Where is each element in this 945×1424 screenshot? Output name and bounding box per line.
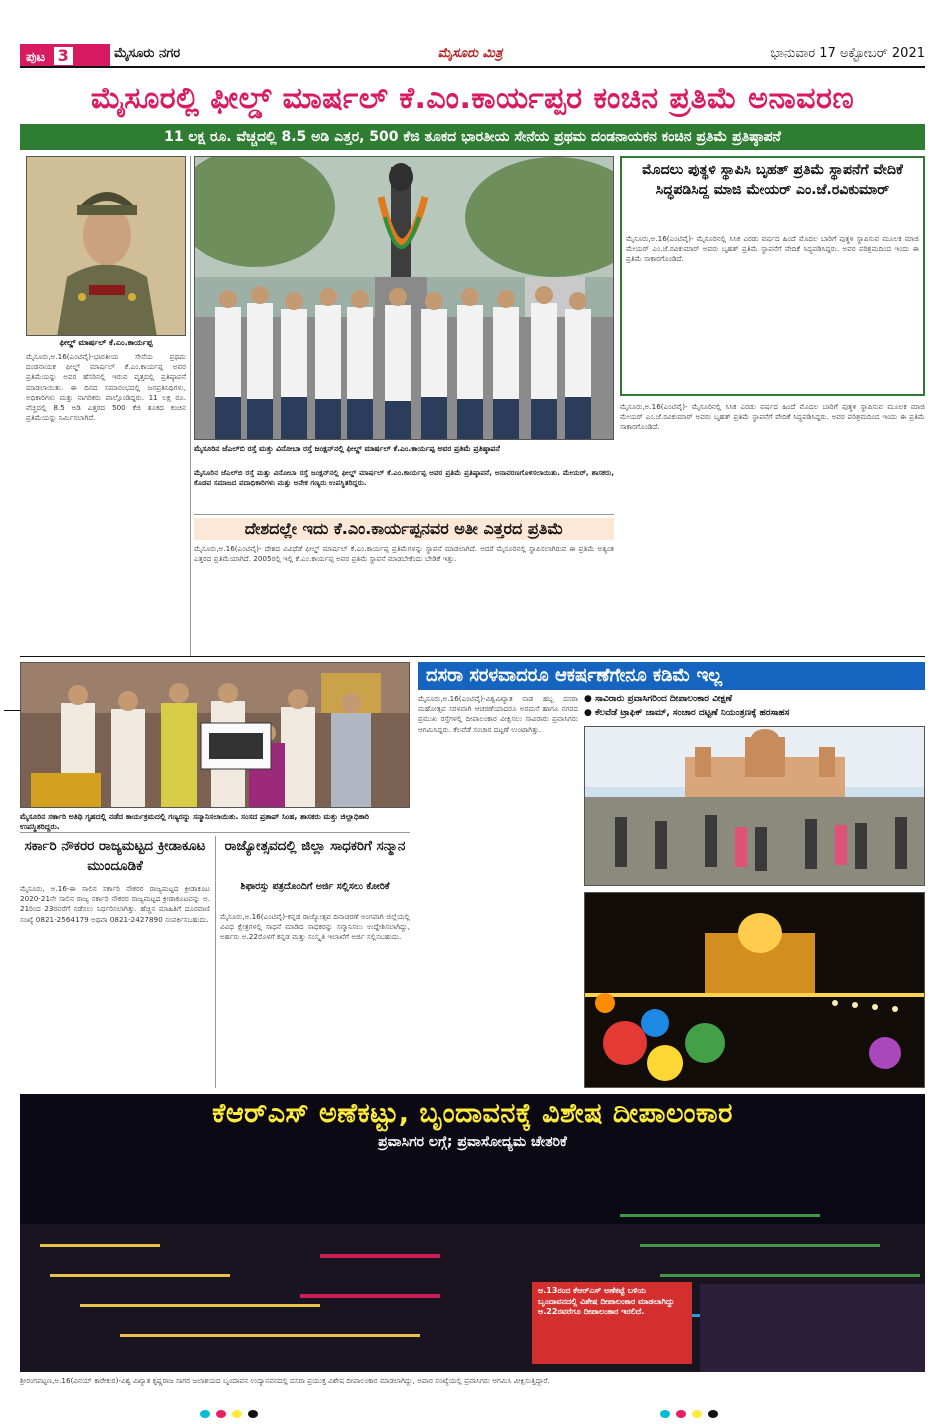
dasara-body: ಮೈಸೂರು,ಅ.16(ಎಂಟಿವೈ)-ವಿಶ್ವವಿಖ್ಯಾತ ನಾಡ ಹಬ್ಬ ದಸರಾ ಮಹೋತ್ಸವ ಸರಳವಾಗಿ ಆಚರಣೆಯಾದರೂ ಅರಮನೆ ಹಾಗೂ ನಗರದ ಪ್ರಮುಖ ರಸ್ತೆಗಳಲ್ಲಿ ದೀಪಾಲಂಕಾರ ವೀಕ್ಷಿಸಲು ಸಾವಿರಾರು ಪ್ರವಾಸಿಗರು ಆಗಮಿಸಿದ್ದರು. ಕೆಲವೆಡೆ ಸಂಚಾರ ದಟ್ಟಣೆ ಉಂಟಾಗಿತ್ತು.	[418, 694, 578, 734]
dasara-bullet-2-text: ಕೆಲವೆಡೆ ಟ್ರಾಫಿಕ್ ಜಾಮ್, ಸಂಚಾರ ದಟ್ಟಣೆ ನಿಯಂತ್ರಣಕ್ಕೆ ಹರಸಾಹಸ	[595, 708, 790, 718]
award-headline: ರಾಜ್ಯೋತ್ಸವದಲ್ಲಿ ಜಿಲ್ಲಾ ಸಾಧಕರಿಗೆ ಸನ್ಮಾನ	[224, 838, 406, 854]
dasara-headline: ದಸರಾ ಸರಳವಾದರೂ ಆಕರ್ಷಣೆಗೇನೂ ಕಡಿಮೆ ಇಲ್ಲ	[418, 662, 925, 690]
lead-body-main: ಮೈಸೂರಿನ ಜೆಎಲ್‌ಬಿ ರಸ್ತೆ ಮತ್ತು ವಿನೋಬಾ ರಸ್ತೆ ಜಂಕ್ಷನ್‌ನಲ್ಲಿ ಫೀಲ್ಡ್ ಮಾರ್ಷಲ್ ಕೆ.ಎಂ.ಕಾರ್ಯಪ್ಪ ಅವರ ಪ್ರತಿಮೆ ಪ್ರತಿಷ್ಠಾಪನೆ, ಅನಾವರಣಗೊಳಿಸಲಾಯಿತು. ಮೇಯರ್, ಶಾಸಕರು, ಕೊಡವ ಸಮಾಜದ ಪದಾಧಿಕಾರಿಗಳು ಮತ್ತು ಅನೇಕ ಗಣ್ಯರು ಉಪಸ್ಥಿತರಿದ್ದರು.	[194, 468, 614, 488]
lead-body-left: ಮೈಸೂರು,ಅ.16(ಎಂಟಿವೈ)-ಭಾರತೀಯ ಸೇನೆಯ ಪ್ರಥಮ ದಂಡನಾಯಕ ಫೀಲ್ಡ್ ಮಾರ್ಷಲ್ ಕೆ.ಎಂ.ಕಾರ್ಯಪ್ಪ ಅವರ ಪ್ರತಿಮೆಯನ್ನು ಅವರ ಹೆಸರಿನಲ್ಲಿ ಇರುವ ವೃತ್ತದಲ್ಲಿ ಪ್ರತಿಷ್ಠಾಪನೆ ಮಾಡಲಾಯಿತು. ಈ ದಿನದ ಸಮಾರಂಭದಲ್ಲಿ ಜನಪ್ರತಿನಿಧಿಗಳು, ಅಧಿಕಾರಿಗಳು ಮತ್ತು ನಾಗರಿಕರು ಪಾಲ್ಗೊಂಡಿದ್ದರು. 11 ಲಕ್ಷ ರೂ. ವೆಚ್ಚದಲ್ಲಿ 8.5 ಅಡಿ ಎತ್ತರದ 500 ಕೆಜಿ ತೂಕದ ಕಂಚಿನ ಪ್ರತಿಮೆಯನ್ನು ನಿರ್ಮಿಸಲಾಗಿದೆ.	[26, 352, 186, 423]
cyan-mark	[200, 1410, 210, 1418]
mayor-story-body: ಮೈಸೂರು,ಅ.16(ಎಂಟಿವೈ)- ಮೈಸೂರಿನಲ್ಲಿ ಸಿಸಿಕ ಎರಡು ವರ್ಷದ ಹಿಂದೆ ಮೊದಲ ಬಾರಿಗೆ ಪುತ್ಥಳಿ ಸ್ಥಾಪಿಸುವ ಮೂಲಕ ಮಾಜಿ ಮೇಯರ್ ಎಂ.ಜೆ.ರವಿಕುಮಾರ್ ಅವರು ಬೃಹತ್ ಪ್ರತಿಮೆ ಸ್ಥಾಪನೆಗೆ ವೇದಿಕೆ ಸಿದ್ಧಪಡಿಸಿದ್ದರು. ಅವರ ಪರಿಶ್ರಮದಿಂದ ಇಂದು ಈ ಪ್ರತಿಮೆ ಸಾಕಾರಗೊಂಡಿದೆ.	[626, 234, 919, 264]
print-registration-marks	[0, 1410, 945, 1418]
mayor-story-continued: ಮೈಸೂರು,ಅ.16(ಎಂಟಿವೈ)- ಮೈಸೂರಿನಲ್ಲಿ ಸಿಸಿಕ ಎರಡು ವರ್ಷದ ಹಿಂದೆ ಮೊದಲ ಬಾರಿಗೆ ಪುತ್ಥಳಿ ಸ್ಥಾಪಿಸುವ ಮೂಲಕ ಮಾಜಿ ಮೇಯರ್ ಎಂ.ಜೆ.ರವಿಕುಮಾರ್ ಅವರು ಬೃಹತ್ ಪ್ರತಿಮೆ ಸ್ಥಾಪನೆಗೆ ವೇದಿಕೆ ಸಿದ್ಧಪಡಿಸಿದ್ದರು. ಅವರ ಪರಿಶ್ರಮದಿಂದ ಇಂದು ಈ ಪ್ರತಿಮೆ ಸಾಕಾರಗೊಂಡಿದೆ.	[620, 402, 925, 432]
yellow-mark	[232, 1410, 242, 1418]
magenta-mark	[216, 1410, 226, 1418]
statue-unveiling-photo	[194, 156, 614, 440]
cyan-mark	[660, 1410, 670, 1418]
krs-subheadline: ಪ್ರವಾಸಿಗರ ಲಗ್ಗೆ; ಪ್ರವಾಸೋದ್ಯಮ ಚೇತರಿಕೆ	[378, 1134, 567, 1150]
page-number-badge	[20, 44, 110, 66]
page-label: ಪುಟ	[26, 50, 46, 65]
page-number: 3	[54, 47, 73, 65]
statue-photo-caption: ಮೈಸೂರಿನ ಜೆಎಲ್‌ಬಿ ರಸ್ತೆ ಮತ್ತು ವಿನೋಬಾ ರಸ್ತೆ ಜಂಕ್ಷನ್‌ನಲ್ಲಿ ಫೀಲ್ಡ್ ಮಾರ್ಷಲ್ ಕೆ.ಎಂ.ಕಾರ್ಯಪ್ಪ ಅವರ ಪ್ರತಿಮೆ ಪ್ರತಿಷ್ಠಾಪನೆ	[194, 444, 500, 453]
portrait-caption: ಫೀಲ್ಡ್ ಮಾರ್ಷಲ್ ಕೆ.ಎಂ.ಕಾರ್ಯಪ್ಪ	[59, 338, 153, 347]
krs-headline: ಕೆಆರ್‌ಎಸ್ ಅಣೆಕಟ್ಟು, ಬೃಂದಾವನಕ್ಕೆ ವಿಶೇಷ ದೀಪಾಲಂಕಾರ	[212, 1098, 733, 1129]
dasara-bullet-2	[584, 708, 925, 718]
newspaper-page	[20, 42, 925, 1402]
black-mark	[708, 1410, 718, 1418]
award-body: ಮೈಸೂರು,ಅ.16(ಎಂಟಿವೈ)-ಕನ್ನಡ ರಾಜ್ಯೋತ್ಸವ ದಿನಾಚರಣೆ ಅಂಗವಾಗಿ ಜಿಲ್ಲೆಯಲ್ಲಿ ವಿವಿಧ ಕ್ಷೇತ್ರಗಳಲ್ಲಿ ಸಾಧನೆ ಮಾಡಿದ ಸಾಧಕರನ್ನು ಸನ್ಮಾನಿಸಲು ಉದ್ದೇಶಿಸಲಾಗಿದ್ದು, ಅರ್ಹರು ಅ.22ರೊಳಗೆ ಕನ್ನಡ ಮತ್ತು ಸಂಸ್ಕೃತಿ ಇಲಾಖೆಗೆ ಅರ್ಜಿ ಸಲ್ಲಿಸಬಹುದು.	[220, 912, 410, 942]
felicitation-photo	[20, 662, 410, 808]
page-header	[20, 42, 925, 68]
bullet-icon: ●	[584, 694, 592, 704]
dasara-bullet-1	[584, 694, 925, 704]
black-mark	[248, 1410, 258, 1418]
felicitation-caption: ಮೈಸೂರಿನ ಸರ್ಕಾರಿ ಅತಿಥಿ ಗೃಹದಲ್ಲಿ ನಡೆದ ಕಾರ್ಯಕ್ರಮದಲ್ಲಿ ಗಣ್ಯರನ್ನು ಸನ್ಮಾನಿಸಲಾಯಿತು. ಸಂಸದ ಪ್ರತಾಪ್ ಸಿಂಹ, ಶಾಸಕರು ಮತ್ತು ಜಿಲ್ಲಾಧಿಕಾರಿ ಉಪಸ್ಥಿತರಿದ್ದರು.	[20, 812, 370, 831]
tallest-statue-body: ಮೈಸೂರು,ಅ.16(ಎಂಟಿವೈ)- ದೇಶದ ವಿವಿಧೆಡೆ ಫೀಲ್ಡ್ ಮಾರ್ಷಲ್ ಕೆ.ಎಂ.ಕಾರ್ಯಪ್ಪ ಪ್ರತಿಮೆಗಳನ್ನು ಸ್ಥಾಪನೆ ಮಾಡಲಾಗಿದೆ. ಆದರೆ ಮೈಸೂರಿನಲ್ಲಿ ಸ್ಥಾಪಿಸಲಾಗಿರುವ ಈ ಪ್ರತಿಮೆ ಅತ್ಯಂತ ಎತ್ತರದ ಪ್ರತಿಮೆಯಾಗಿದೆ. 2005ರಲ್ಲಿ ಇಲ್ಲಿ ಕೆ.ಎಂ.ಕಾರ್ಯಪ್ಪ ಅವರ ಪ್ರತಿಮೆ ಸ್ಥಾಪನೆ ಮಾಡಬೇಕೆಂದು ಬೇಡಿಕೆ ಇತ್ತು.	[194, 544, 614, 564]
tallest-statue-headline: ದೇಶದಲ್ಲೇ ಇದು ಕೆ.ಎಂ.ಕಾರ್ಯಪ್ಪನವರ ಅತೀ ಎತ್ತರದ ಪ್ರತಿಮೆ	[194, 518, 614, 540]
krs-banner	[20, 1094, 925, 1372]
divider	[20, 832, 410, 833]
palace-crowd-photo	[584, 726, 925, 886]
sports-body: ಮೈಸೂರು, ಅ.16-ಈ ಸಾಲಿನ ಸರ್ಕಾರಿ ನೌಕರರ ರಾಜ್ಯಮಟ್ಟದ ಕ್ರೀಡಾಕೂಟ 2020-21ನೇ ಸಾಲಿನ ರಾಜ್ಯ ಸರ್ಕಾರಿ ನೌಕರರ ರಾಜ್ಯಮಟ್ಟದ ಕ್ರೀಡಾಕೂಟವನ್ನು ಅ. 21ರಿಂದ 23ರವರೆಗೆ ನಡೆಸಲು ನಿರ್ಧರಿಸಲಾಗಿತ್ತು. ಹೆಚ್ಚಿನ ಮಾಹಿತಿಗೆ ದೂರವಾಣಿ ಸಂಖ್ಯೆ 0821-2564179 ಅಥವಾ 0821-2427890 ಸಂಪರ್ಕಿಸಬಹುದು.	[20, 884, 210, 924]
magenta-mark	[676, 1410, 686, 1418]
section-name: ಮೈಸೂರು ನಗರ	[114, 46, 181, 61]
divider	[194, 514, 614, 515]
divider	[20, 656, 925, 657]
night-illumination-photo	[584, 892, 925, 1088]
sports-headline: ಸರ್ಕಾರಿ ನೌಕರರ ರಾಜ್ಯಮಟ್ಟದ ಕ್ರೀಡಾಕೂಟ ಮುಂದೂಡಿಕೆ	[24, 838, 206, 874]
column-rule	[215, 836, 216, 1088]
krs-inset-box: ಅ.13ರಂದ ಕೆಆರ್‌ಎಸ್ ಅಣೆಕಟ್ಟೆ ಬಳಿಯ ಬೃಂದಾವನದಲ್ಲಿ ವಿಶೇಷ ದೀಪಾಲಂಕಾರ ಮಾಡಲಾಗಿದ್ದು ಅ.22ರವರೆಗೂ ದೀಪಾಲಂಕಾರ ಇರಲಿದೆ.	[532, 1282, 692, 1364]
dasara-bullet-1-text: ಸಾವಿರಾರು ಪ್ರವಾಸಿಗರಿಂದ ದೀಪಾಲಂಕಾರ ವೀಕ್ಷಣೆ	[595, 694, 733, 704]
yellow-mark	[692, 1410, 702, 1418]
krs-body: ಶ್ರೀರಂಗಪಟ್ಟಣ,ಅ.16(ವಿನಯ್ ಕಾರೇಕುರ)-ವಿಶ್ವ ವಿಖ್ಯಾತ ಕೃಷ್ಣರಾಜ ಸಾಗರ ಜಲಾಶಯದ ಬೃಂದಾವನ ಉದ್ಯಾನವನದಲ್ಲಿ ದಸರಾ ಪ್ರಯುಕ್ತ ವಿಶೇಷ ದೀಪಾಲಂಕಾರ ಮಾಡಲಾಗಿದ್ದು, ಅಪಾರ ಸಂಖ್ಯೆಯಲ್ಲಿ ಪ್ರವಾಸಿಗರು ಆಗಮಿಸಿ ವೀಕ್ಷಿಸುತ್ತಿದ್ದಾರೆ.	[20, 1376, 550, 1385]
column-rule	[190, 156, 191, 656]
masthead: ಮೈಸೂರು ಮಿತ್ರ	[437, 46, 503, 61]
award-kicker: ಶಿಫಾರಸ್ಸು ಪತ್ರದೊಂದಿಗೆ ಅರ್ಜಿ ಸಲ್ಲಿಸಲು ಕೋರಿಕೆ	[240, 881, 390, 892]
mayor-story-headline: ಮೊದಲು ಪುತ್ಥಳಿ ಸ್ಥಾಪಿಸಿ ಬೃಹತ್ ಪ್ರತಿಮೆ ಸ್ಥಾಪನೆಗೆ ವೇದಿಕೆ ಸಿದ್ಧಪಡಿಸಿದ್ದ ಮಾಜಿ ಮೇಯರ್ ಎಂ.ಜೆ.ರವಿಕುಮಾರ್	[642, 162, 903, 198]
lead-subheadline: 11 ಲಕ್ಷ ರೂ. ವೆಚ್ಚದಲ್ಲಿ 8.5 ಅಡಿ ಎತ್ತರ, 500 ಕೆಜಿ ತೂಕದ ಭಾರತೀಯ ಸೇನೆಯ ಪ್ರಥಮ ದಂಡನಾಯಕನ ಕಂಚಿನ ಪ್ರತಿಮೆ ಪ್ರತಿಷ್ಠಾಪನೆ	[20, 124, 925, 150]
margin-mark	[4, 710, 20, 711]
bullet-icon: ●	[584, 708, 592, 718]
lead-headline: ಮೈಸೂರಲ್ಲಿ ಫೀಲ್ಡ್ ಮಾರ್ಷಲ್ ಕೆ.ಎಂ.ಕಾರ್ಯಪ್ಪರ ಕಂಚಿನ ಪ್ರತಿಮೆ ಅನಾವರಣ	[90, 81, 855, 116]
dateline: ಭಾನುವಾರ 17 ಅಕ್ಟೋಬರ್ 2021	[770, 46, 925, 61]
portrait-photo	[26, 156, 186, 336]
